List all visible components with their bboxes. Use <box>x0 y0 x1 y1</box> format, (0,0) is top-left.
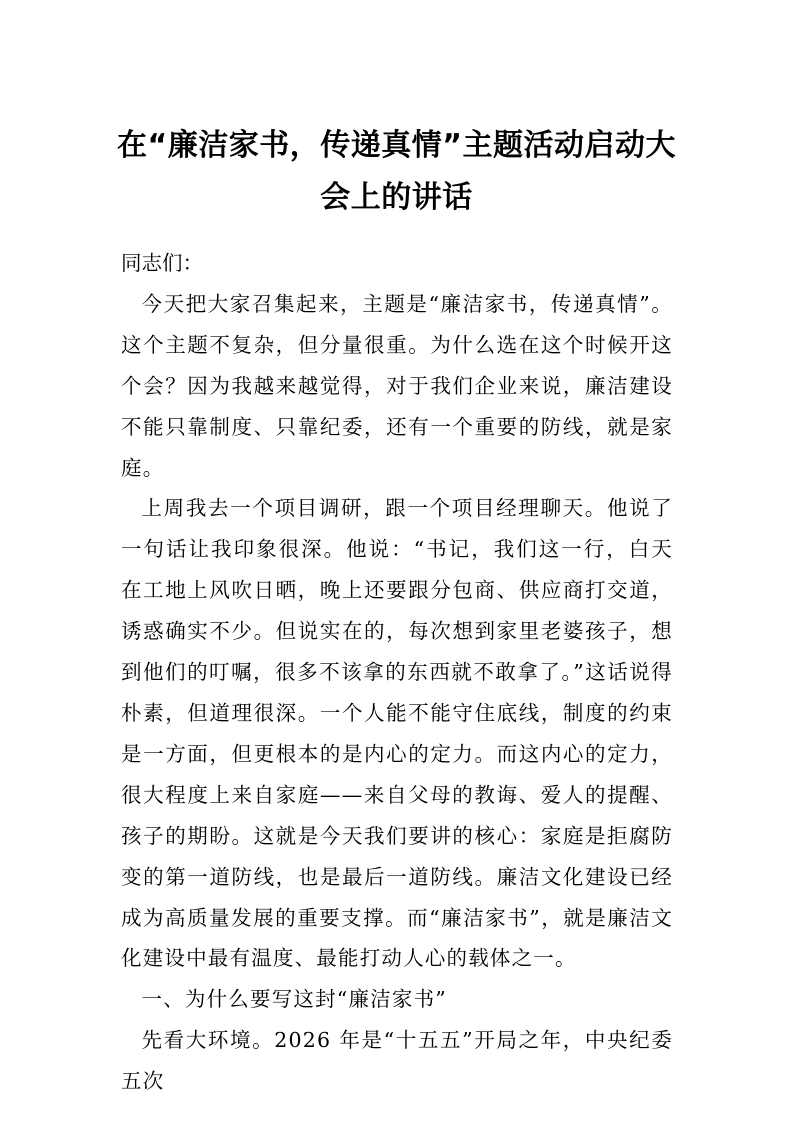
document-body <box>121 243 673 1102</box>
section-heading: 一、为什么要写这封“廉洁家书” <box>141 987 447 1012</box>
paragraph-context: 先看大环境。2026 年是“十五五”开局之年，中央纪委五次 <box>121 1028 673 1094</box>
paragraph-anecdote: 上周我去一个项目调研，跟一个项目经理聊天。他说了一句话让我印象很深。他说：“书记，我们这一行，白天在工地上风吹日晒，晚上还要跟分包商、供应商打交道，诱惑确实不少。但说实在的，每次想到家里老婆孩子，想到他们的叮嘱，很多不该拿的东西就不敢拿了。”这话说得朴素，但道理很深。一个人能不能守住底线，制度的约束是一方面，但更根本的是内心的定力。而这内心的定力，很大程度上来自家庭——来自父母的教诲、爱人的提醒、孩子的期盼。这就是今天我们要讲的核心：家庭是拒腐防变的第一道防线，也是最后一道防线。廉洁文化建设已经成为高质量发展的重要支撑。而“廉洁家书”，就是廉洁文化建设中最有温度、最能打动人心的载体之一。 <box>121 496 673 971</box>
salutation: 同志们： <box>121 251 203 275</box>
document-title: 在“廉洁家书，传递真情”主题活动启动大会上的讲话 <box>117 128 676 215</box>
paragraph-intro: 今天把大家召集起来，主题是“廉洁家书，传递真情”。这个主题不复杂，但分量很重。为什么选在这个时候开这个会？因为我越来越觉得，对于我们企业来说，廉洁建设不能只靠制度、只靠纪委，还有一个重要的防线，就是家庭。 <box>121 291 673 480</box>
